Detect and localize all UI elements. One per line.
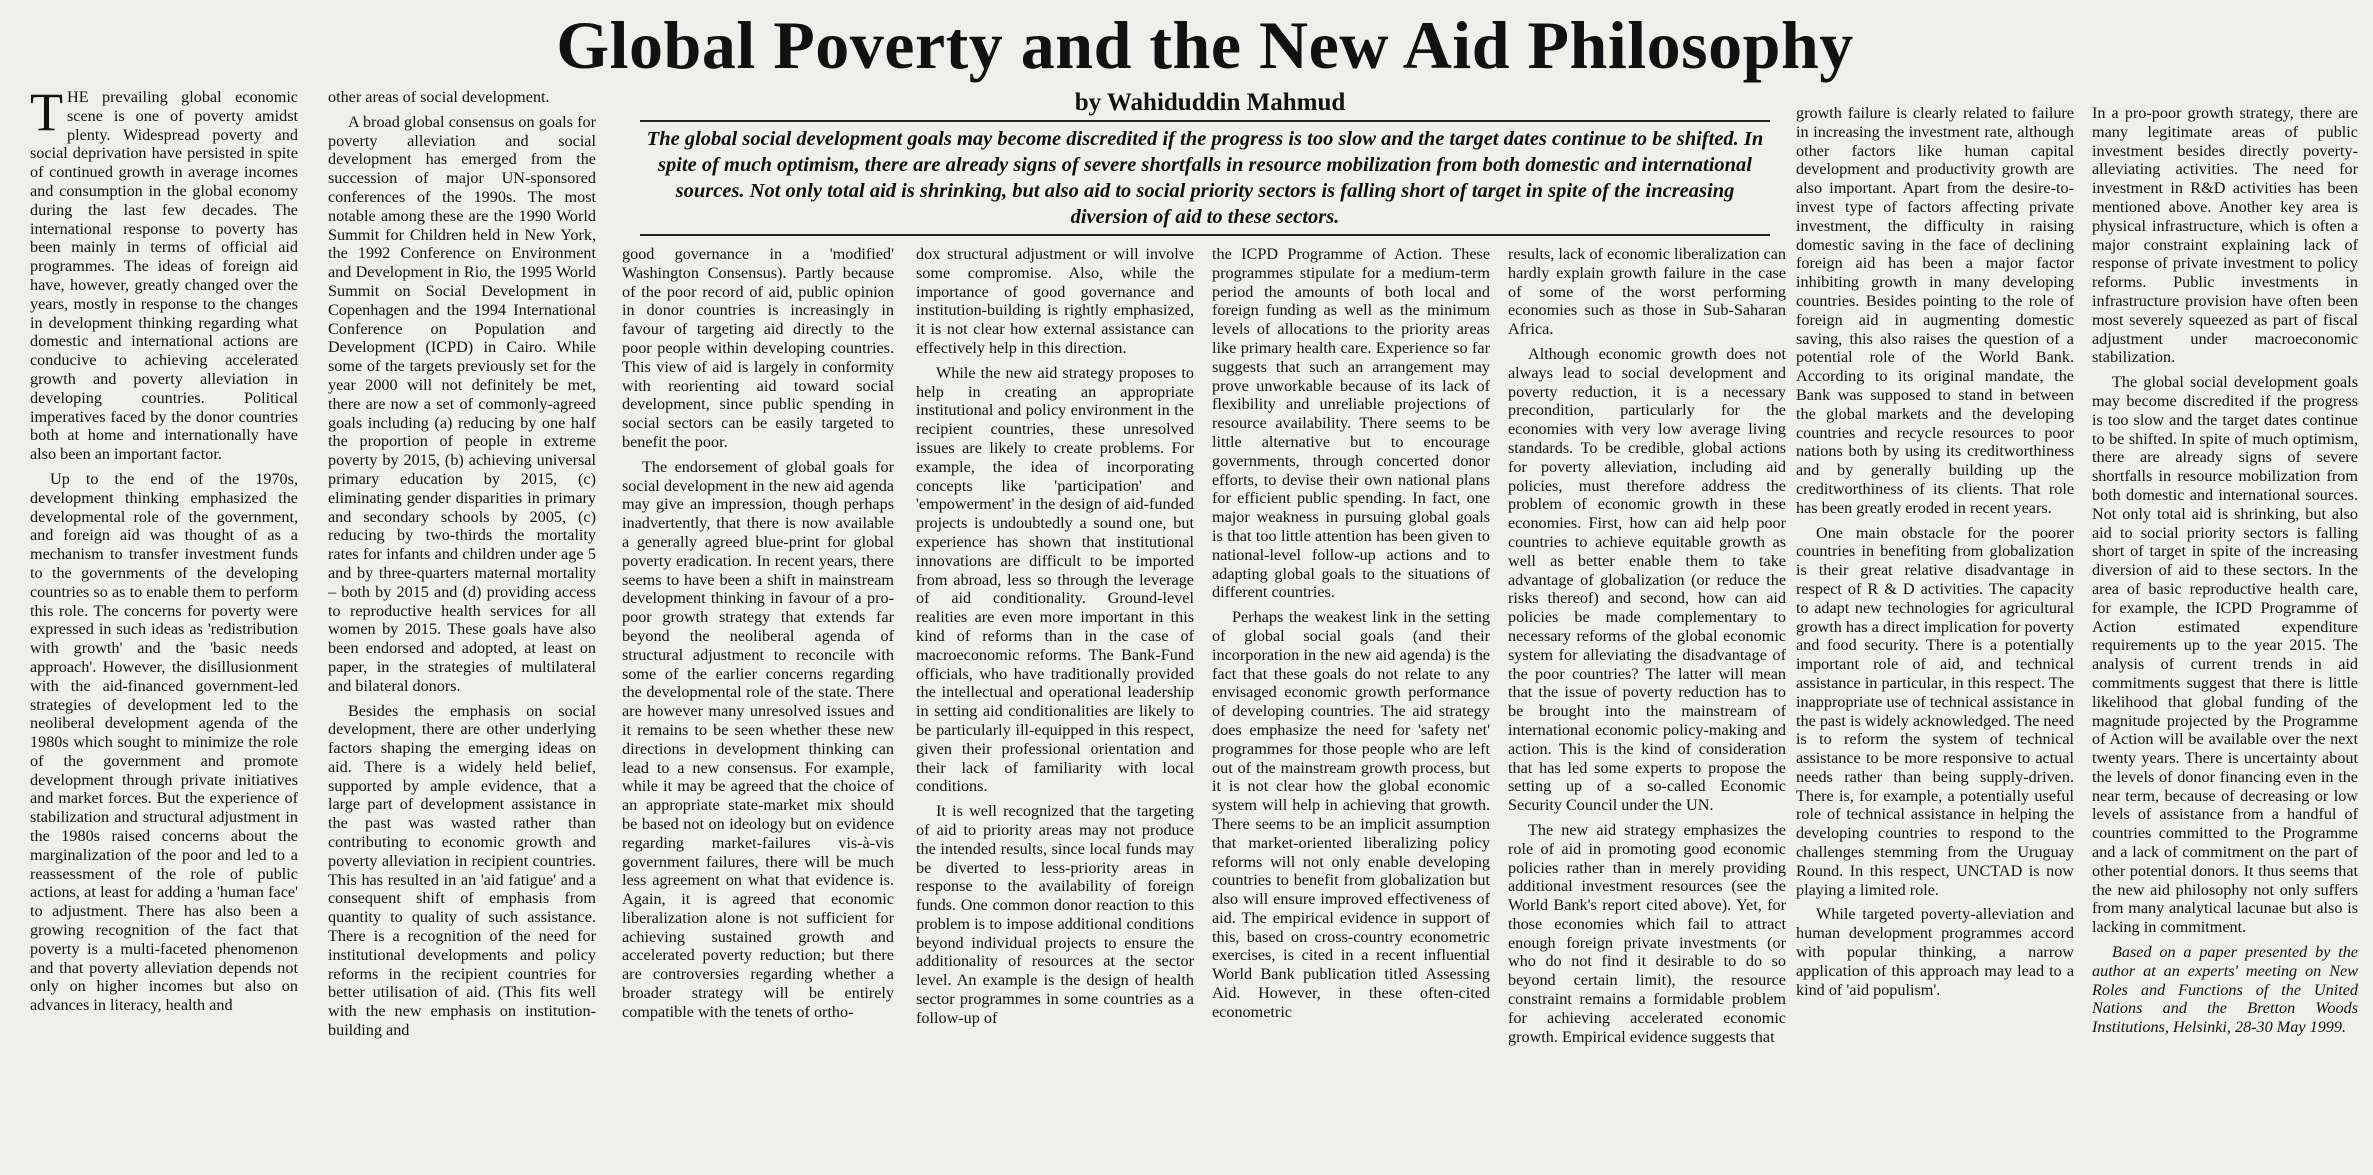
paragraph — [916, 245, 1194, 358]
paragraph-text: The global social development goals may become discredited if the progress is too slow and the target dates continue to be shifted. In spite of much optimism, there are already signs of severe shortfalls in resource mobilization from both domestic and international sources. Not only total aid is shrinking, but also aid to social priority sectors is falling short of target in spite of the increasing diversion of aid to these sectors. In the area of basic reproductive health care, for example, the ICPD Programme of Action estimated expenditure requirements up to the year 2015. The analysis of current trends in aid commitments suggest that there is little likelihood that global funding of the magnitude projected by the Programme of Action will be available over the next twenty years. There is uncertainty about the levels of donor financing even in the near term, because of decreasing or low levels of assistance from a handful of countries committed to the Programme and a lack of commitment on the part of other potential donors. It thus seems that the new aid philosophy not only suffers from many analytical lacunae but also is lacking in commitment. — [2092, 373, 2358, 937]
paragraph — [2092, 104, 2358, 367]
standfirst-rule-bottom — [640, 234, 1770, 236]
text-column-3 — [622, 245, 894, 1170]
paragraph-text: Besides the emphasis on social development, there are other underlying factors shaping the emerging ideas on aid. There is a widely held belief, supported by ample evidence, that a large part of development assistance in the past was wasted rather than contributing to economic growth and poverty alleviation in recipient countries. This has resulted in an 'aid fatigue' and a consequent shift of emphasis from quantity to quality of such assistance. There is a recognition of the need for institutional developments and policy reforms in the recipient countries for better utilisation of aid. (This fits well with the new emphasis on institution-building and — [328, 701, 596, 1040]
paragraph-text: The new aid strategy emphasizes the role of aid in promoting good economic policies rather than in merely providing additional investment resources (see the World Bank's report cited above). Yet, for those economies which fail to attract enough foreign private investments (or who do not find it desirable to do so beyond certain limit), the resource constraint remains a formidable problem for achieving accelerated economic growth. Empirical evidence suggests that — [1508, 820, 1786, 1046]
paragraph-text: While the new aid strategy proposes to help in creating an appropriate institutional and policy environment in the recipient countries, these unresolved issues are likely to create problems. For example, the idea of incorporating concepts like 'participation' and 'empowerment' in the design of aid-funded projects is undoubtedly a sound one, but experience has shown that institutional innovations are difficult to be imported from abroad, less so through the leverage of aid conditionality. Ground-level realities are even more important in this kind of reforms than in the case of macroeconomic reforms. The Bank-Fund officials, who have traditionally provided the intellectual and operational leadership in setting aid conditionalities are likely to be particularly ill-equipped in this respect, given their professional orientation and their lack of familiarity with local conditions. — [916, 363, 1194, 796]
article-byline: by Wahiduddin Mahmud — [1074, 89, 1346, 116]
paragraph — [1212, 608, 1490, 1022]
text-column-1 — [30, 88, 298, 1170]
paragraph-text: Perhaps the weakest link in the setting of global social goals (and their incorporation in the new aid agenda) is the fact that these goals do not relate to any envisaged economic growth performance of developing countries. The aid strategy does emphasize the need for 'safety net' programmes for those people who are left out of the mainstream growth process, but it is not clear how the global economic system will help in achieving that growth. There seems to be an implicit assumption that market-oriented liberalizing policy reforms will not only enable developing countries to benefit from globalization but also will ensure improved effectiveness of aid. The empirical evidence in support of this, based on cross-country econometric exercises, is cited in a recent influential World Bank publication titled Assessing Aid. However, in these often-cited econometric — [1212, 608, 1490, 1021]
standfirst-rule-top — [640, 120, 1770, 122]
paragraph — [622, 458, 894, 1022]
paragraph-text: Although economic growth does not always lead to social development and poverty reduction, it is a necessary precondition, particularly for the economies with very low average living standards. To be credible, global actions for poverty alleviation, including aid policies, must therefore address the problem of economic growth in these economies. First, how can aid help poor countries to achieve equitable growth as well as better enable them to take advantage of globalization (or reduce the risks thereof) and second, how can aid policies be made complementary to necessary reforms of the global economic system for alleviating the disadvantage of the poor countries? The latter will mean that the issue of poverty reduction has to be brought into the mainstream of international economic policy-making and action. This is the kind of consideration that has led some experts to propose the setting up of a so-called Economic Security Council under the UN. — [1508, 344, 1786, 815]
paragraph-text: The endorsement of global goals for social development in the new aid agenda may give an impression, though perhaps inadvertently, that there is now available a generally agreed blue-print for global poverty eradication. In recent years, there seems to have been a shift in mainstream development thinking in favour of a pro-poor growth strategy that extends far beyond the neoliberal agenda of structural adjustment to reconcile with some of the earlier concerns regarding the developmental role of the state. There are however many unresolved issues and it remains to be seen whether these new directions in development thinking can lead to a new consensus. For example, while it may be agreed that the choice of an appropriate state-market mix should be based not on ideology but on evidence regarding market-failures vis-à-vis government failures, there will be much less agreement on what that evidence is. Again, it is agreed that economic liberalization alone is not sufficient for achieving sustained growth and accelerated poverty reduction; but there are controversies regarding whether a broader strategy will be entirely compatible with the tenets of ortho- — [622, 457, 894, 1021]
paragraph-text: the ICPD Programme of Action. These programmes stipulate for a medium-term period the amounts of both local and foreign funding as well as the minimum levels of allocations to the priority areas like primary health care. Experience so far suggests that such an arrangement may prove unworkable because of its lack of flexibility and unreliable projections of resource availability. There seems to be little alternative but to encourage governments, through concerted donor efforts, to devise their own national plans for efficient public spending. In fact, one major weakness in pursuing global goals is that too little attention has been given to national-level follow-up actions and to adapting global goals to the situations of different countries. — [1212, 245, 1490, 602]
text-column-5 — [1212, 245, 1490, 1170]
paragraph — [30, 88, 298, 464]
drop-cap: T — [30, 88, 63, 142]
paragraph — [1508, 821, 1786, 1047]
paragraph — [1508, 345, 1786, 815]
text-column-7 — [1796, 104, 2074, 1170]
paragraph — [1796, 905, 2074, 999]
paragraph-text: It is well recognized that the targeting of aid to priority areas may not produce the intended results, since local funds may be diverted to less-priority areas in response to the availability of foreign funds. One common donor reaction to this problem is to impose additional conditions beyond individual projects to ensure the additionality of resources at the sector level. An example is the design of health sector programmes in some countries as a follow-up of — [916, 802, 1194, 1027]
text-column-2 — [328, 88, 596, 1170]
paragraph — [1796, 524, 2074, 900]
article-headline: Global Poverty and the New Aid Philosophy — [556, 7, 1854, 83]
paragraph — [622, 245, 894, 452]
paragraph — [1796, 104, 2074, 518]
paragraph-text: good governance in a 'modified' Washington Consensus). Partly because of the poor record of aid, public opinion in donor countries is increasingly in favour of targeting aid directly to the poor people within developing countries. This view of aid is largely in conformity with reorienting aid toward social development, since public spending in social sectors can be easily targeted to benefit the poor. — [622, 245, 894, 451]
paragraph-text: While targeted poverty-alleviation and human development programmes accord with popular thinking, a narrow application of this approach may lead to a kind of 'aid populism'. — [1796, 905, 2074, 999]
paragraph — [916, 364, 1194, 796]
paragraph-text: other areas of social development. — [328, 88, 550, 106]
paragraph — [2092, 943, 2358, 1037]
paragraph-text: growth failure is clearly related to failure in increasing the investment rate, although other factors like human capital development and productivity growth are also important. Apart from the desire-to-invest type of factors affecting private investment, the difficulty in raising domestic saving in the face of declining foreign aid has been a major factor inhibiting growth in many developing countries. Besides pointing to the role of foreign aid in augmenting domestic saving, this also raises the question of a potential role of the World Bank. According to its original mandate, the Bank was supposed to stand in between the global markets and the developing countries and recycle resources to poor nations both by using its creditworthiness and by generally building up the creditworthiness of its clients. That role has been greatly eroded in recent years. — [1796, 104, 2074, 517]
paragraph — [328, 113, 596, 696]
paragraph-text: One main obstacle for the poorer countries in benefiting from globalization is their great relative disadvantage in respect of R & D activities. The capacity to adapt new technologies for agricultural growth has a direct implication for poverty and food security. There is a potentially important role of aid, and technical assistance in particular, in this respect. The inappropriate use of technical assistance in the past is widely acknowledged. The need is to reform the system of technical assistance to be more responsive to actual needs rather than being supply-driven. There is, for example, a potentially useful role of technical assistance in helping the developing countries to respond to the challenges stemming from the Uruguay Round. In this respect, UNCTAD is now playing a limited role. — [1796, 523, 2074, 899]
paragraph-text: A broad global consensus on goals for poverty alleviation and social development has emerged from the succession of major UN-sponsored conferences of the 1990s. The most notable among these are the 1990 World Summit for Children held in New York, the 1992 Conference on Environment and Development in Rio, the 1995 World Summit on Social Development in Copenhagen and the 1994 International Conference on Population and Development (ICPD) in Cairo. While some of the targets previously set for the year 2000 will not definitely be met, there are now a set of commonly-agreed goals including (a) reducing by one half the proportion of people in extreme poverty by 2015, (b) achieving universal primary education by 2015, (c) eliminating gender disparities in primary and secondary schools by 2005, (c) reducing by two-thirds the mortality rates for infants and children under age 5 and by three-quarters maternal mortality – both by 2015 and (d) providing access to reproductive health services for all women by 2015. These goals have also been endorsed and adopted, at least on paper, in the strategies of multilateral and bilateral donors. — [328, 112, 596, 695]
paragraph-text: HE prevailing global economic scene is one of poverty amidst plenty. Widespread poverty and social deprivation have persisted in spite of continued growth in average incomes and consumption in the global economy during the last few decades. The international response to poverty has been mainly in terms of official aid programmes. The ideas of foreign aid have, however, greatly changed over the years, mostly in response to the changes in development thinking regarding what domestic and international actions are conducive to achieving accelerated growth and poverty alleviation in developing countries. Political imperatives faced by the donor countries both at home and internationally have also been an important factor. — [30, 88, 298, 464]
text-column-4 — [916, 245, 1194, 1170]
text-column-8 — [2092, 104, 2358, 1170]
paragraph-text: Up to the end of the 1970s, development thinking emphasized the developmental role of the government, and foreign aid was thought of as a mechanism to transfer investment funds to the governments of the developing countries so as to enable them to perform this role. The concerns for poverty were expressed in such ideas as 'redistribution with growth' and the 'basic needs approach'. However, the disillusionment with the aid-financed government-led strategies of development led to the neoliberal development agenda of the 1980s which sought to minimize the role of the government and promote development through private initiatives and market forces. But the experience of stabilization and structural adjustment in the 1980s raised concerns about the marginalization of the poor and led to a reassessment of the role of public actions, at least for adding a 'human face' to adjustment. There has also been a growing recognition of the fact that poverty is a multi-faceted phenomenon and that poverty alleviation depends not only on higher incomes but also on advances in literacy, health and — [30, 469, 298, 1015]
paragraph — [30, 470, 298, 1015]
paragraph — [2092, 373, 2358, 937]
paragraph-text: Based on a paper presented by the author at an experts' meeting on New Roles and Functions of the United Nations and the Bretton Woods Institutions, Helsinki, 28-30 May 1999. — [2092, 943, 2358, 1037]
paragraph-text: results, lack of economic liberalization can hardly explain growth failure in the case of some of the worst performing economies such as those in Sub-Saharan Africa. — [1508, 245, 1786, 339]
article-standfirst: The global social development goals may become discredited if the progress is too slow and the target dates continue to be shifted. In spite of much optimism, there are already signs of severe shortfalls in resource mobilization from both domestic and international sources. Not only total aid is shrinking, but also aid to social priority sectors is falling short of target in spite of the increasing diversion of aid to these sectors. — [646, 128, 1764, 228]
text-column-6 — [1508, 245, 1786, 1170]
paragraph — [328, 88, 596, 107]
paragraph-text: In a pro-poor growth strategy, there are many legitimate areas of public investment besides directly poverty-alleviating activities. The need for investment in R&D activities has been mentioned above. Another key area is physical infrastructure, which is often a major constraint explaining lack of response of private investment to policy reforms. Public investments in infrastructure provision have often been most severely squeezed as part of fiscal adjustment under macroeconomic stabilization. — [2092, 104, 2358, 367]
paragraph — [916, 802, 1194, 1028]
paragraph-text: dox structural adjustment or will involve some compromise. Also, while the importance of good governance and institution-building is rightly emphasized, it is not clear how external assistance can effectively help in this direction. — [916, 245, 1194, 357]
paragraph — [328, 702, 596, 1040]
paragraph — [1508, 245, 1786, 339]
paragraph — [1212, 245, 1490, 602]
